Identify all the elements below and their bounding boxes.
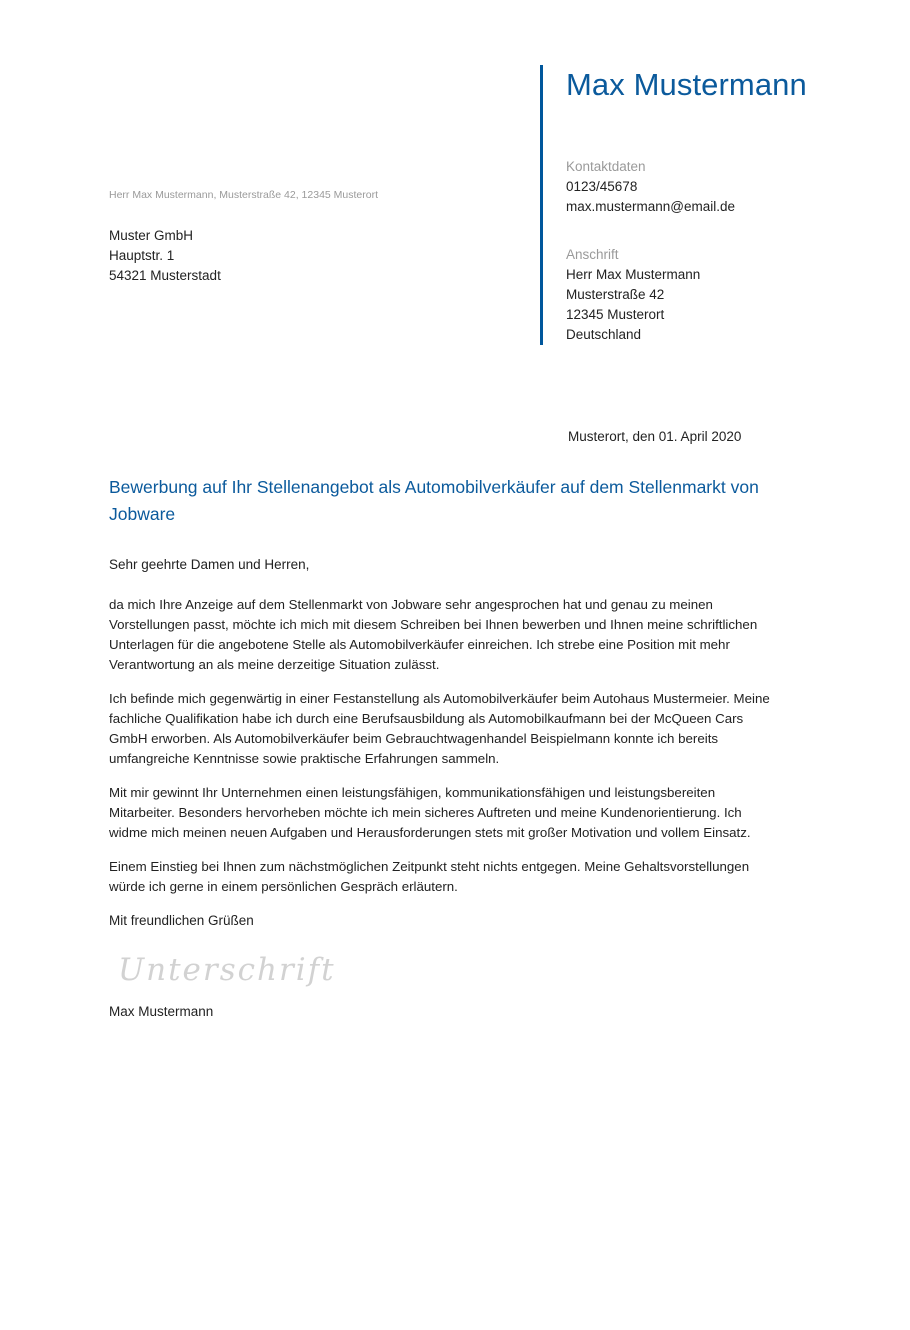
subject-text-line: Bewerbung auf Ihr Stellenangebot als Automobilverkäufer auf dem Stellenmarkt von [109, 477, 759, 497]
paragraph-line: Ich befinde mich gegenwärtig in einer Festanstellung als Automobilverkäufer beim Autohaus Mustermeier. Meine [109, 691, 770, 706]
paragraph-line: Verantwortung an als meine derzeitige Situation zulässt. [109, 657, 440, 672]
paragraph-line: würde ich gerne in einem persönlichen Gespräch erläutern. [109, 879, 458, 894]
paragraph-line: Unterlagen für die angebotene Stelle als Automobilverkäufer einreichen. Ich strebe eine Position mit mehr [109, 637, 730, 652]
recipient-line: Muster GmbH [109, 228, 194, 243]
paragraph-line: da mich Ihre Anzeige auf dem Stellenmarkt von Jobware sehr angesprochen hat und genau zu meinen [109, 597, 713, 612]
return-address: Herr Max Mustermann, Musterstraße 42, 12345 Musterort [109, 189, 379, 201]
subject-text-line: Jobware [109, 504, 176, 524]
paragraph-line: Mit mir gewinnt Ihr Unternehmen einen leistungsfähigen, kommunikationsfähigen und leistungsbereiten [109, 785, 716, 800]
body-paragraph [109, 783, 839, 843]
letter-date: Musterort, den 01. April 2020 [568, 429, 742, 444]
subject-line [109, 474, 839, 528]
signature-placeholder: Unterschrift [118, 952, 336, 988]
recipient-line: Hauptstr. 1 [109, 248, 175, 263]
paragraph-line: Einem Einstieg bei Ihnen zum nächstmöglichen Zeitpunkt steht nichts entgegen. Meine Gehaltsvorstellungen [109, 859, 750, 874]
paragraph-line: umfangreiche Kenntnisse sowie praktische Erfahrungen sammeln. [109, 751, 500, 766]
address-line: Herr Max Mustermann [566, 267, 701, 282]
accent-divider [540, 65, 543, 345]
paragraph-line: Vorstellungen passt, möchte ich mich mit diesem Schreiben bei Ihnen bewerben und Ihnen meine schriftlichen [109, 617, 758, 632]
body-paragraph [109, 595, 839, 675]
salutation: Sehr geehrte Damen und Herren, [109, 557, 310, 572]
closing-phrase: Mit freundlichen Grüßen [109, 913, 254, 928]
body-paragraph [109, 689, 839, 769]
paragraph-line: fachliche Qualifikation habe ich durch eine Berufsausbildung als Automobilkaufmann bei der McQueen Cars [109, 711, 744, 726]
contact-phone: 0123/45678 [566, 179, 638, 194]
sender-name-heading: Max Mustermann [566, 67, 807, 102]
paragraph-line: Mitarbeiter. Besonders hervorheben möchte ich mein sicheres Auftreten und meine Kundenorientierung. Ich [109, 805, 742, 820]
paragraph-line: GmbH erworben. Als Automobilverkäufer beim Gebrauchtwagenhandel Beispielmann konnte ich bereits [109, 731, 719, 746]
paragraph-line: widme mich meinen neuen Aufgaben und Herausforderungen stets mit großer Motivation und vollem Einsatz. [109, 825, 751, 840]
recipient-line: 54321 Musterstadt [109, 268, 221, 283]
contact-email: max.mustermann@email.de [566, 199, 736, 214]
recipient-block [109, 226, 221, 286]
contact-block [566, 157, 735, 217]
address-label: Anschrift [566, 247, 619, 262]
contact-label: Kontaktdaten [566, 159, 646, 174]
sender-address-block [566, 245, 700, 345]
signed-name: Max Mustermann [109, 1004, 214, 1019]
address-line: Musterstraße 42 [566, 287, 665, 302]
body-paragraph [109, 857, 839, 897]
address-line: Deutschland [566, 327, 642, 342]
address-line: 12345 Musterort [566, 307, 665, 322]
